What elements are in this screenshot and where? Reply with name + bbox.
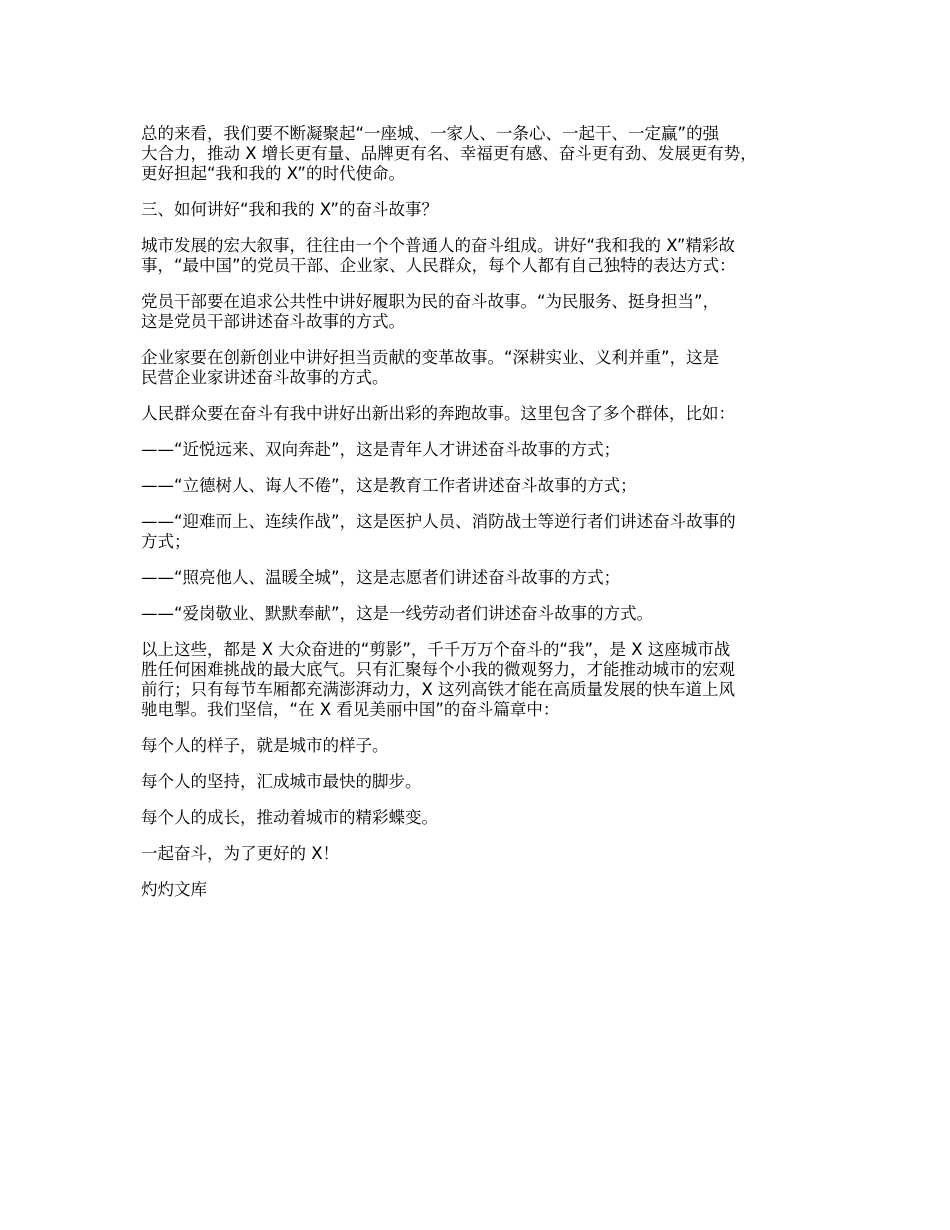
paragraph-intro: 城市发展的宏大叙事，往往由一个个普通人的奋斗组成。讲好“我和我的 X”精彩故 事，“最中国”的党员干部、企业家、人民群众，每个人都有自己独特的表达方式： [141, 236, 736, 275]
paragraph-party-cadres: 党员干部要在追求公共性中讲好履职为民的奋斗故事。“为民服务、挺身担当”， 这是党员干部讲述奋斗故事的方式。 [141, 292, 720, 331]
line-persistence: 每个人的坚持，汇成城市最快的脚步。 [141, 772, 422, 791]
list-item-workers: ——“爱岗敬业、默默奉献”，这是一线劳动者们讲述奋斗故事的方式。 [141, 604, 654, 623]
source-attribution: 灼灼文库 [141, 880, 207, 899]
paragraph-entrepreneurs: 企业家要在创新创业中讲好担当贡献的变革故事。“深耕实业、义利并重”，这是 民营企业家讲述奋斗故事的方式。 [141, 348, 720, 387]
list-item-youth: ——“近悦远来、双向奔赴”，这是青年人才讲述奋斗故事的方式； [141, 440, 621, 459]
document-page [141, 124, 831, 916]
list-item-volunteers: ——“照亮他人、温暖全城”，这是志愿者们讲述奋斗故事的方式； [141, 568, 621, 587]
line-appearance: 每个人的样子，就是城市的样子。 [141, 736, 389, 755]
paragraph-summary: 总的来看，我们要不断凝聚起“一座城、一家人、一条心、一起干、一定赢”的强 大合力，推动 X 增长更有量、品牌更有名、幸福更有感、奋斗更有劲、发展更有势， 更好担起“我和我的 X”的时代使命。 [141, 124, 757, 183]
section-heading: 三、如何讲好“我和我的 X”的奋斗故事？ [141, 200, 438, 219]
list-item-educators: ——“立德树人、诲人不倦”，这是教育工作者讲述奋斗故事的方式； [141, 476, 637, 495]
list-item-medical: ——“迎难而上、连续作战”，这是医护人员、消防战士等逆行者们讲述奋斗故事的 方式； [141, 512, 736, 551]
paragraph-people: 人民群众要在奋斗有我中讲好出新出彩的奔跑故事。这里包含了多个群体，比如： [141, 404, 735, 423]
paragraph-conclusion: 以上这些，都是 X 大众奋进的“剪影”，千千万万个奋斗的“我”，是 X 这座城市战 胜任何困难挑战的最大底气。只有汇聚每个小我的微观努力，才能推动城市的宏观 前行；只有每节车厢都充满澎湃动力，X 这列高铁才能在高质量发展的快车道上风 驰电掣。我们坚信，“在 X 看见美丽中国”的奋斗篇章中： [141, 640, 736, 719]
line-growth: 每个人的成长，推动着城市的精彩蝶变。 [141, 808, 438, 827]
line-slogan: 一起奋斗，为了更好的 X！ [141, 844, 340, 863]
